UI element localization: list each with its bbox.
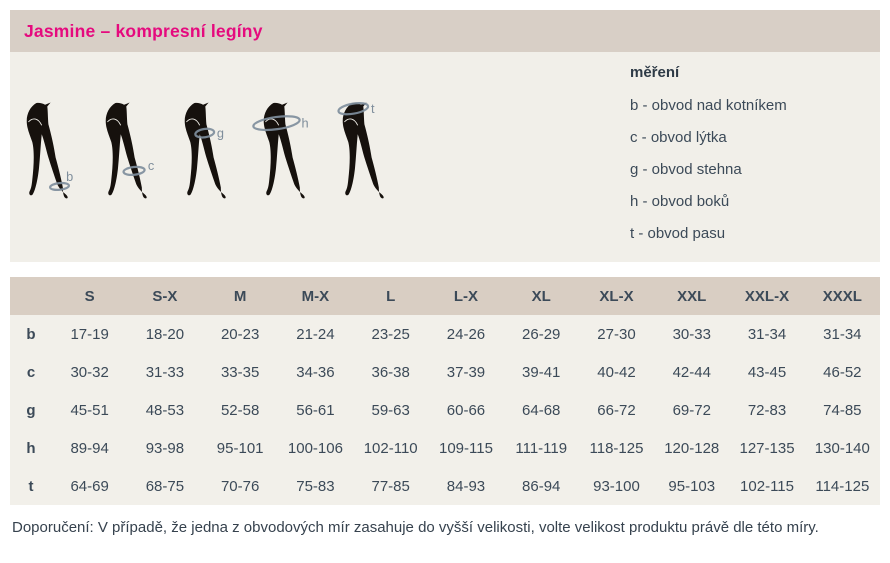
- size-column-header-S-X: S-X: [127, 277, 202, 315]
- measurement-legend-title: měření: [630, 64, 680, 81]
- size-column-header-L: L: [353, 277, 428, 315]
- size-cell-b-XL-X: 27-30: [597, 325, 636, 343]
- size-cell-g-S-X: 48-53: [145, 401, 185, 419]
- leg-figure-h: [253, 102, 320, 202]
- leg-figure-g: [174, 102, 241, 202]
- measurement-legend-items: [630, 90, 787, 250]
- size-cell-g-XXXL: 74-85: [823, 401, 862, 419]
- legend-item-h: h - obvod boků: [630, 193, 730, 210]
- size-column-header-XL: XL: [504, 277, 579, 315]
- leg-silhouette: [106, 103, 147, 199]
- size-cell-c-XXL-X: 43-45: [747, 363, 787, 381]
- size-cell-h-XL: 111-119: [515, 439, 568, 457]
- size-cell-g-XL-X: 66-72: [597, 401, 636, 419]
- measure-letter-c: c: [147, 157, 155, 173]
- size-table-row-b: [10, 315, 880, 353]
- leg-figure-c: [95, 102, 162, 202]
- size-column-header-XXXL: XXXL: [805, 277, 880, 315]
- row-label-c: c: [26, 363, 36, 381]
- size-cell-b-S-X: 18-20: [145, 325, 185, 343]
- size-cell-h-XL-X: 118-125: [589, 439, 644, 457]
- size-table: [10, 277, 880, 505]
- size-cell-t-M-X: 75-83: [296, 477, 335, 495]
- size-column-header-XXL: XXL: [654, 277, 729, 315]
- measurement-panel: [10, 52, 880, 262]
- size-table-row-h: [10, 429, 880, 467]
- size-cell-g-L-X: 60-66: [446, 401, 486, 419]
- size-cell-b-S: 17-19: [70, 325, 109, 343]
- size-cell-t-L: 77-85: [371, 477, 410, 495]
- leg-figure-b: [16, 102, 83, 202]
- size-cell-g-XL: 64-68: [522, 401, 561, 419]
- size-cell-c-L-X: 37-39: [446, 363, 486, 381]
- size-table-corner-cell: [10, 277, 52, 315]
- size-cell-h-XXXL: 130-140: [814, 439, 870, 457]
- size-column-header-XXL-X: XXL-X: [729, 277, 804, 315]
- size-cell-t-M: 70-76: [220, 477, 260, 495]
- measure-letter-h: h: [301, 115, 309, 131]
- size-cell-t-XXXL: 114-125: [815, 477, 870, 495]
- size-cell-t-S: 64-69: [70, 477, 109, 495]
- size-table-header-row: [10, 277, 880, 315]
- legend-item-c: c - obvod lýtka: [630, 129, 727, 146]
- size-table-head: [10, 277, 880, 315]
- size-cell-c-L: 36-38: [371, 363, 410, 381]
- size-cell-h-XXL-X: 127-135: [739, 439, 795, 457]
- size-cell-g-M: 52-58: [220, 401, 260, 419]
- size-cell-h-M-X: 100-106: [287, 439, 343, 457]
- size-cell-c-XXL: 42-44: [672, 363, 711, 381]
- leg-silhouette: [185, 103, 226, 199]
- size-column-header-M: M: [203, 277, 278, 315]
- size-table-row-g: [10, 391, 880, 429]
- size-cell-b-XXL: 30-33: [672, 325, 711, 343]
- row-label-t: t: [28, 477, 34, 495]
- size-cell-g-L: 59-63: [371, 401, 410, 419]
- size-cell-t-L-X: 84-93: [446, 477, 486, 495]
- row-label-b: b: [26, 325, 36, 343]
- size-cell-c-XL-X: 40-42: [597, 363, 636, 381]
- measurement-legend: [630, 64, 787, 250]
- size-table-row-c: [10, 353, 880, 391]
- size-cell-b-M: 20-23: [220, 325, 260, 343]
- figures: [16, 102, 399, 202]
- size-cell-g-M-X: 56-61: [296, 401, 335, 419]
- size-cell-t-XL: 86-94: [522, 477, 561, 495]
- measure-letter-g: g: [216, 125, 225, 141]
- size-cell-g-XXL: 69-72: [672, 401, 711, 419]
- size-cell-g-S: 45-51: [70, 401, 109, 419]
- size-cell-h-L-X: 109-115: [438, 439, 493, 457]
- size-cell-c-M: 33-35: [220, 363, 260, 381]
- size-cell-h-M: 95-101: [216, 439, 264, 457]
- row-label-g: g: [26, 401, 36, 419]
- leg-silhouette: [343, 103, 384, 199]
- size-cell-c-S: 30-32: [70, 363, 109, 381]
- size-cell-b-XXL-X: 31-34: [747, 325, 787, 343]
- size-cell-b-M-X: 21-24: [296, 325, 335, 343]
- measure-letter-t: t: [371, 101, 375, 117]
- size-cell-h-XXL: 120-128: [664, 439, 720, 457]
- size-cell-c-XXXL: 46-52: [823, 363, 862, 381]
- product-title-bar: [10, 10, 880, 52]
- size-cell-c-S-X: 31-33: [145, 363, 185, 381]
- size-cell-t-S-X: 68-75: [145, 477, 185, 495]
- legend-item-b: b - obvod nad kotníkem: [630, 97, 787, 114]
- size-column-header-M-X: M-X: [278, 277, 353, 315]
- legend-item-t: t - obvod pasu: [630, 225, 726, 242]
- size-cell-h-L: 102-110: [363, 439, 418, 457]
- measure-letter-b: b: [66, 168, 74, 184]
- size-cell-h-S-X: 93-98: [145, 439, 185, 457]
- size-column-header-XL-X: XL-X: [579, 277, 654, 315]
- size-cell-c-XL: 39-41: [522, 363, 561, 381]
- leg-figure-t: [332, 102, 399, 202]
- size-cell-b-L-X: 24-26: [446, 325, 486, 343]
- size-cell-b-XXXL: 31-34: [823, 325, 862, 343]
- size-table-body: [10, 315, 880, 505]
- size-table-row-t: [10, 467, 880, 505]
- recommendation-note: Doporučení: V případě, že jedna z obvodových mír zasahuje do vyšší velikosti, volte velikost produktu právě dle této míry.: [12, 519, 819, 536]
- product-title: Jasmine – kompresní legíny: [24, 20, 263, 41]
- size-cell-b-XL: 26-29: [522, 325, 561, 343]
- size-cell-h-S: 89-94: [70, 439, 109, 457]
- size-cell-t-XXL-X: 102-115: [740, 477, 794, 495]
- size-column-header-S: S: [52, 277, 127, 315]
- size-cell-g-XXL-X: 72-83: [747, 401, 787, 419]
- row-label-h: h: [26, 439, 36, 457]
- legend-item-g: g - obvod stehna: [630, 161, 742, 178]
- size-cell-c-M-X: 34-36: [296, 363, 335, 381]
- size-cell-t-XL-X: 93-100: [593, 477, 640, 495]
- size-column-header-L-X: L-X: [428, 277, 503, 315]
- size-cell-t-XXL: 95-103: [668, 477, 716, 495]
- size-cell-b-L: 23-25: [371, 325, 410, 343]
